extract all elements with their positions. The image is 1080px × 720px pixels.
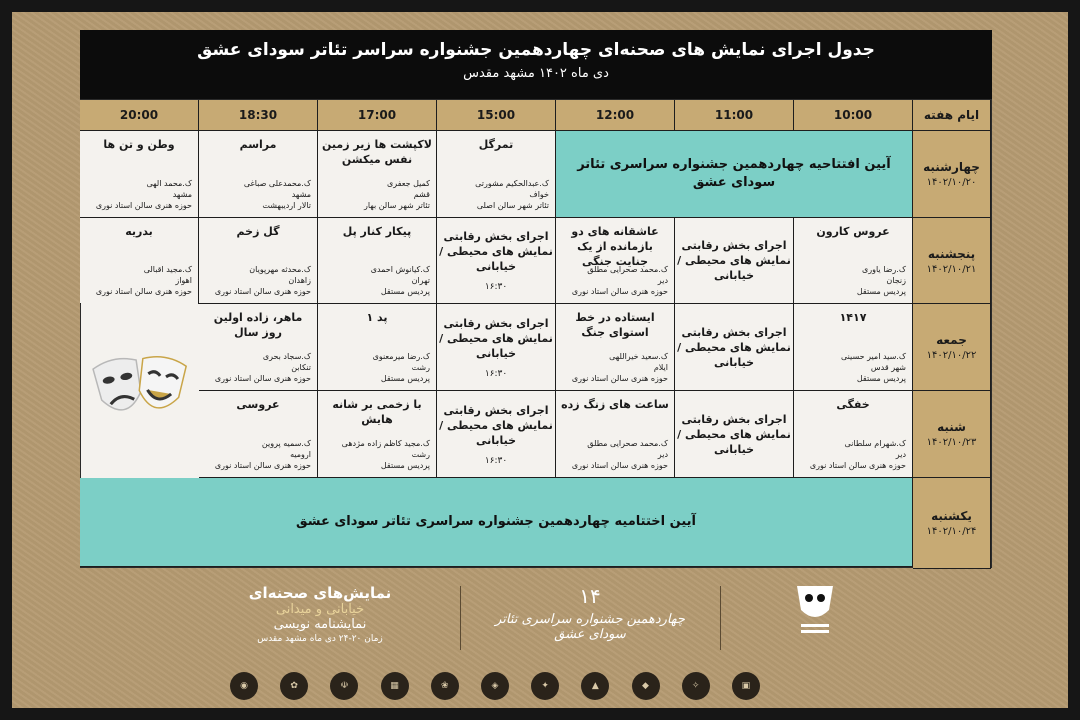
day-cell — [913, 478, 991, 569]
column-header-time: 11:00 — [675, 100, 794, 131]
show-cell — [199, 218, 318, 304]
closing-ceremony-cell: آیین اختتامیه چهاردهمین جشنواره سراسری تئاتر سودای عشق — [80, 478, 913, 567]
show-cell — [437, 131, 556, 218]
show-info-line: حوزه هنری سالن استاد نوری — [571, 374, 668, 383]
show-info-line: تهران — [411, 276, 430, 285]
day-name: جمعه — [936, 333, 967, 347]
show-info-line: تنکابن — [291, 363, 311, 372]
show-info-line: ک.مجید اقبالی — [143, 265, 192, 274]
show-info-line: قشم — [413, 190, 430, 199]
show-info-line: شهر قدس — [870, 363, 906, 372]
show-title: تمرگل — [478, 138, 514, 151]
show-info-line: پردیس مستقل — [380, 287, 430, 296]
show-info-line: ک.سمیه پروین — [261, 439, 311, 448]
show-cell — [318, 131, 437, 218]
show-title: عروسی — [236, 398, 280, 411]
day-name: یکشنبه — [931, 509, 972, 523]
column-header-time: 17:00 — [318, 100, 437, 131]
competition-cell — [675, 304, 794, 391]
show-info-line: تئاتر شهر سالن اصلی — [476, 201, 549, 210]
show-info-line: حوزه هنری سالن استاد نوری — [95, 287, 192, 296]
show-title: ماهر، زاده اولین روز سال — [213, 311, 303, 339]
day-date: ۱۴۰۲/۱۰/۲۱ — [926, 263, 977, 275]
festival-logo-icon — [793, 580, 837, 640]
festival-footer — [80, 580, 992, 660]
column-header-time: 15:00 — [437, 100, 556, 131]
show-info — [560, 264, 668, 297]
show-info-line: ک.محدثه مهرپویان — [249, 265, 311, 274]
day-name: چهارشنبه — [923, 160, 980, 174]
show-info-line: ک.سید امیر حسینی — [840, 352, 906, 361]
show-cell — [556, 218, 675, 304]
show-info-line: حوزه هنری سالن استاد نوری — [571, 287, 668, 296]
show-title: ساعت های زنگ زده — [561, 398, 669, 411]
day-date: ۱۴۰۲/۱۰/۲۳ — [926, 437, 977, 448]
show-title: پد ۱ — [366, 311, 388, 324]
day-cell — [913, 218, 991, 304]
show-title: ایستاده در خط استوای جنگ — [575, 311, 655, 339]
footer-divider — [720, 586, 721, 650]
show-title: پیکار کنار پل — [342, 225, 412, 238]
competition-time: ۱۶:۳۰ — [484, 282, 508, 292]
sponsor-logo-icon: ☫ — [330, 672, 358, 700]
show-info — [203, 438, 311, 471]
show-cell — [556, 391, 675, 478]
show-info — [798, 264, 906, 297]
competition-title: اجرای بخش رقابتی نمایش های محیطی / خیابانی — [677, 325, 791, 369]
show-info-line: ک.محمد صحرایی مطلق — [587, 265, 668, 274]
sponsor-logo-icon: ✧ — [682, 672, 710, 700]
show-cell — [794, 304, 913, 391]
show-info-line: زاهدان — [288, 276, 311, 285]
competition-cell — [675, 391, 794, 478]
show-info-line: ک.رضا میرمعنوی — [372, 352, 430, 361]
show-title: با زخمی بر شانه هایش — [332, 398, 422, 426]
competition-cell — [437, 218, 556, 304]
footer-program-text — [200, 580, 440, 660]
schedule-title: جدول اجرای نمایش های صحنه‌ای چهاردهمین جشنواره سراسر تئاتر سودای عشق — [197, 40, 875, 60]
show-title: مراسم — [239, 138, 277, 151]
footer-divider — [460, 586, 461, 650]
show-info-line: ک.عبدالحکیم مشورتی — [475, 179, 549, 188]
column-header-days: ایام هفته — [913, 100, 991, 131]
show-cell — [556, 304, 675, 391]
sponsor-logo-icon: ✿ — [280, 672, 308, 700]
footer-line-4: زمان ۲۰-۲۴ دی ماه مشهد مقدس — [257, 634, 383, 644]
sponsor-logos — [230, 668, 760, 704]
show-info-line: تئاتر شهر سالن بهار — [363, 201, 430, 210]
show-info-line: مشهد — [172, 190, 192, 199]
theatre-masks-icon — [90, 350, 190, 430]
show-info-line: پردیس مستقل — [380, 374, 430, 383]
show-info-line: حوزه هنری سالن استاد نوری — [214, 374, 311, 383]
show-info — [322, 264, 430, 297]
day-cell — [913, 391, 991, 478]
competition-cell — [437, 304, 556, 391]
show-info — [84, 264, 192, 297]
footer-line-3: نمایشنامه نویسی — [273, 617, 367, 632]
theatre-masks-image — [81, 303, 198, 476]
day-name: پنجشنبه — [927, 246, 976, 261]
show-info-line: ک.سعید خیراللهی — [609, 352, 668, 361]
column-header-time: 10:00 — [794, 100, 913, 131]
show-info-line: دیر — [657, 450, 668, 459]
show-cell — [199, 391, 318, 478]
show-info-line: رشت — [411, 363, 430, 372]
schedule-header — [80, 30, 992, 99]
show-info — [441, 178, 549, 211]
show-info — [798, 351, 906, 384]
day-date: ۱۴۰۲/۱۰/۲۰ — [926, 177, 977, 188]
show-title: عروس کارون — [816, 225, 890, 238]
day-name: شنبه — [937, 420, 966, 434]
show-info-line: ارومیه — [290, 450, 311, 459]
schedule-subtitle: دی ماه ۱۴۰۲ مشهد مقدس — [463, 66, 609, 81]
column-header-time: 20:00 — [80, 100, 199, 131]
footer-line-1: نمایش‌های صحنه‌ای — [248, 584, 392, 602]
footer-festival-number: ۱۴ — [579, 584, 601, 608]
show-info-line: دیر — [895, 450, 906, 459]
day-cell — [913, 304, 991, 391]
competition-title: اجرای بخش رقابتی نمایش های محیطی / خیابانی — [439, 403, 553, 447]
festival-logo — [770, 580, 860, 660]
show-info — [203, 351, 311, 384]
show-info-line: پردیس مستقل — [856, 374, 906, 383]
show-info-line: دیر — [657, 276, 668, 285]
day-date: ۱۴۰۲/۱۰/۲۲ — [926, 350, 977, 361]
sponsor-logo-icon: ▲ — [581, 672, 609, 700]
show-info-line: تالار اردیبهشت — [262, 201, 311, 210]
show-cell — [318, 391, 437, 478]
show-info — [322, 438, 430, 471]
day-date: ۱۴۰۲/۱۰/۲۴ — [926, 526, 977, 537]
show-info — [560, 438, 668, 471]
show-info-line: ایلام — [653, 363, 668, 372]
show-info-line: اهواز — [175, 276, 192, 285]
footer-line-2: خیابانی و میدانی — [275, 602, 365, 617]
show-info-line: کمیل جعفری — [387, 179, 430, 188]
show-cell — [80, 131, 199, 218]
schedule-table — [80, 99, 992, 568]
show-cell — [80, 218, 199, 304]
show-cell — [318, 304, 437, 391]
sponsor-logo-icon: ▣ — [732, 672, 760, 700]
competition-title: اجرای بخش رقابتی نمایش های محیطی / خیابانی — [439, 230, 553, 273]
competition-cell — [675, 218, 794, 304]
show-title: ۱۴۱۷ — [839, 311, 867, 324]
sponsor-logo-icon: ◉ — [230, 672, 258, 700]
show-info — [322, 351, 430, 384]
day-cell — [913, 131, 991, 218]
show-info-line: پردیس مستقل — [380, 461, 430, 470]
show-info — [322, 178, 430, 211]
show-info — [798, 438, 906, 471]
show-title: لاکپشت ها زیر زمین نفس میکشن — [322, 138, 432, 166]
show-info-line: حوزه هنری سالن استاد نوری — [809, 461, 906, 470]
show-info-line: ک.کیانوش احمدی — [370, 265, 430, 274]
show-info-line: ک.محمدعلی صباغی — [243, 179, 311, 188]
competition-title: اجرای بخش رقابتی نمایش های محیطی / خیابانی — [439, 316, 553, 360]
show-cell — [318, 218, 437, 304]
sponsor-logo-icon: ◆ — [632, 672, 660, 700]
sponsor-logo-icon: ◈ — [481, 672, 509, 700]
show-info-line: حوزه هنری سالن استاد نوری — [571, 461, 668, 470]
show-info-line: خواف — [529, 190, 549, 199]
show-info — [84, 178, 192, 211]
show-title: بدریه — [125, 225, 153, 238]
show-title: عاشقانه های دو بازمانده از یک جنایت جنگی — [571, 225, 659, 268]
show-title: وطن و تن ها — [103, 138, 175, 151]
footer-festival-name: چهاردهمین جشنواره سراسری تئاتر سودای عشق — [495, 612, 685, 642]
show-info-line: زنجان — [886, 276, 906, 285]
show-title: خفگی — [836, 398, 870, 411]
sponsor-logo-icon: ✦ — [531, 672, 559, 700]
competition-cell — [437, 391, 556, 478]
show-cell — [794, 218, 913, 304]
show-info-line: رشت — [411, 450, 430, 459]
competition-time: ۱۶:۳۰ — [484, 455, 508, 466]
show-info — [203, 264, 311, 297]
opening-ceremony-cell: آیین افتتاحیه چهاردهمین جشنواره سراسری تئاتر سودای عشق — [556, 131, 913, 218]
show-info-line: ک.محمد الهی — [146, 179, 192, 188]
show-info-line: ک.مجید کاظم زاده مژدهی — [341, 439, 430, 448]
footer-calligraphy — [480, 580, 700, 660]
column-header-time: 12:00 — [556, 100, 675, 131]
show-cell — [794, 391, 913, 478]
show-info — [203, 178, 311, 211]
show-info-line: مشهد — [291, 190, 311, 199]
sponsor-logo-icon: ▦ — [381, 672, 409, 700]
show-info — [560, 351, 668, 384]
show-info-line: ک.رضا یاوری — [862, 265, 906, 274]
show-info-line: حوزه هنری سالن استاد نوری — [214, 287, 311, 296]
show-info-line: ک.شهرام سلطانی — [844, 439, 906, 448]
show-info-line: ک.سجاد بحری — [262, 352, 311, 361]
show-info-line: حوزه هنری سالن استاد نوری — [214, 461, 311, 470]
show-info-line: حوزه هنری سالن استاد نوری — [95, 201, 192, 210]
show-title: گل زخم — [236, 225, 280, 238]
show-cell — [199, 304, 318, 391]
show-info-line: پردیس مستقل — [856, 287, 906, 296]
competition-title: اجرای بخش رقابتی نمایش های محیطی / خیابانی — [677, 239, 791, 282]
show-info-line: ک.محمد صحرایی مطلق — [587, 439, 668, 448]
show-cell — [199, 131, 318, 218]
competition-title: اجرای بخش رقابتی نمایش های محیطی / خیابانی — [677, 412, 791, 456]
competition-time: ۱۶:۳۰ — [484, 368, 508, 379]
column-header-time: 18:30 — [199, 100, 318, 131]
sponsor-logo-icon: ❀ — [431, 672, 459, 700]
